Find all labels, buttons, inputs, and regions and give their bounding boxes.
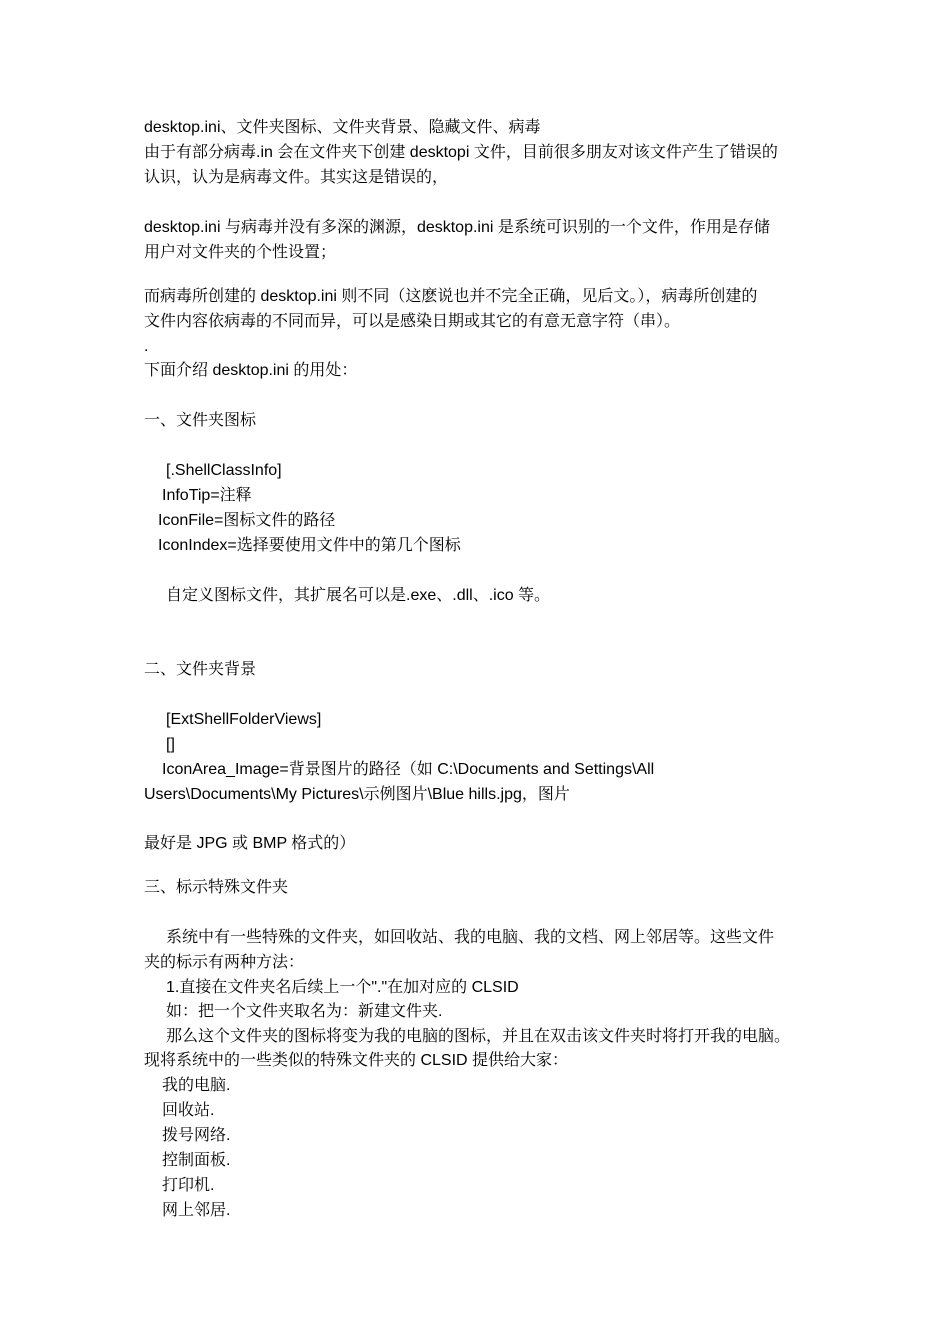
- section-2-code-line: Users\Documents\My Pictures\示例图片\Blue hills.jpg，图片: [144, 786, 570, 803]
- section-1-heading: 一、文件夹图标: [144, 412, 257, 429]
- separator-dot: .: [144, 338, 149, 355]
- special-folder-list-item: 我的电脑.: [162, 1077, 231, 1094]
- section-1-code-line: InfoTip=注释: [162, 487, 252, 504]
- section-3-heading: 三、标示特殊文件夹: [144, 879, 289, 896]
- paragraph-2-line-1: desktop.ini 与病毒并没有多深的渊源，desktop.ini 是系统可识别的一个文件，作用是存储: [144, 219, 770, 236]
- document-title: desktop.ini、文件夹图标、文件夹背景、隐藏文件、病毒: [144, 119, 541, 136]
- section-1-note: 自定义图标文件，其扩展名可以是.exe、.dll、.ico 等。: [166, 587, 551, 604]
- section-2-code-line: IconArea_Image=背景图片的路径（如 C:\Documents and Settings\All: [162, 761, 655, 778]
- intro-line-2: 认识，认为是病毒文件。其实这是错误的，: [144, 169, 449, 186]
- special-folder-list-item: 控制面板.: [162, 1152, 231, 1169]
- intro-line-1: 由于有部分病毒.in 会在文件夹下创建 desktopi 文件，目前很多朋友对该文件产生了错误的: [144, 144, 778, 161]
- section-3-paragraph-line: 1.直接在文件夹名后续上一个"."在加对应的 CLSID: [166, 979, 519, 996]
- section-2-code-line: []: [166, 736, 175, 753]
- usage-intro: 下面介绍 desktop.ini 的用处：: [144, 362, 358, 379]
- section-3-paragraph-line: 夹的标示有两种方法：: [144, 954, 305, 971]
- special-folder-list-item: 拨号网络.: [162, 1127, 231, 1144]
- paragraph-3-line-1: 而病毒所创建的 desktop.ini 则不同（这麽说也并不完全正确，见后文。），病毒所创建的: [144, 288, 758, 305]
- special-folder-list-item: 回收站.: [162, 1102, 215, 1119]
- paragraph-3-line-2: 文件内容依病毒的不同而异，可以是感染日期或其它的有意无意字符（串）。: [144, 313, 681, 330]
- paragraph-2-line-2: 用户对文件夹的个性设置；: [144, 244, 337, 261]
- section-2-code-line: 最好是 JPG 或 BMP 格式的）: [144, 835, 356, 852]
- section-1-code-line: IconIndex=选择要使用文件中的第几个图标: [158, 537, 461, 554]
- special-folder-list-item: 网上邻居.: [162, 1202, 231, 1219]
- section-2-code-line: [ExtShellFolderViews]: [166, 711, 322, 728]
- section-3-paragraph-line: 现将系统中的一些类似的特殊文件夹的 CLSID 提供给大家：: [144, 1052, 569, 1069]
- section-1-code-line: IconFile=图标文件的路径: [158, 512, 336, 529]
- section-3-paragraph-line: 那么这个文件夹的图标将变为我的电脑的图标，并且在双击该文件夹时将打开我的电脑。: [166, 1028, 791, 1045]
- section-3-paragraph-line: 系统中有一些特殊的文件夹，如回收站、我的电脑、我的文档、网上邻居等。这些文件: [166, 929, 775, 946]
- special-folder-list-item: 打印机.: [162, 1177, 215, 1194]
- section-3-paragraph-line: 如：把一个文件夹取名为：新建文件夹.: [166, 1003, 443, 1020]
- section-1-code-line: [.ShellClassInfo]: [166, 462, 282, 479]
- section-2-heading: 二、文件夹背景: [144, 661, 257, 678]
